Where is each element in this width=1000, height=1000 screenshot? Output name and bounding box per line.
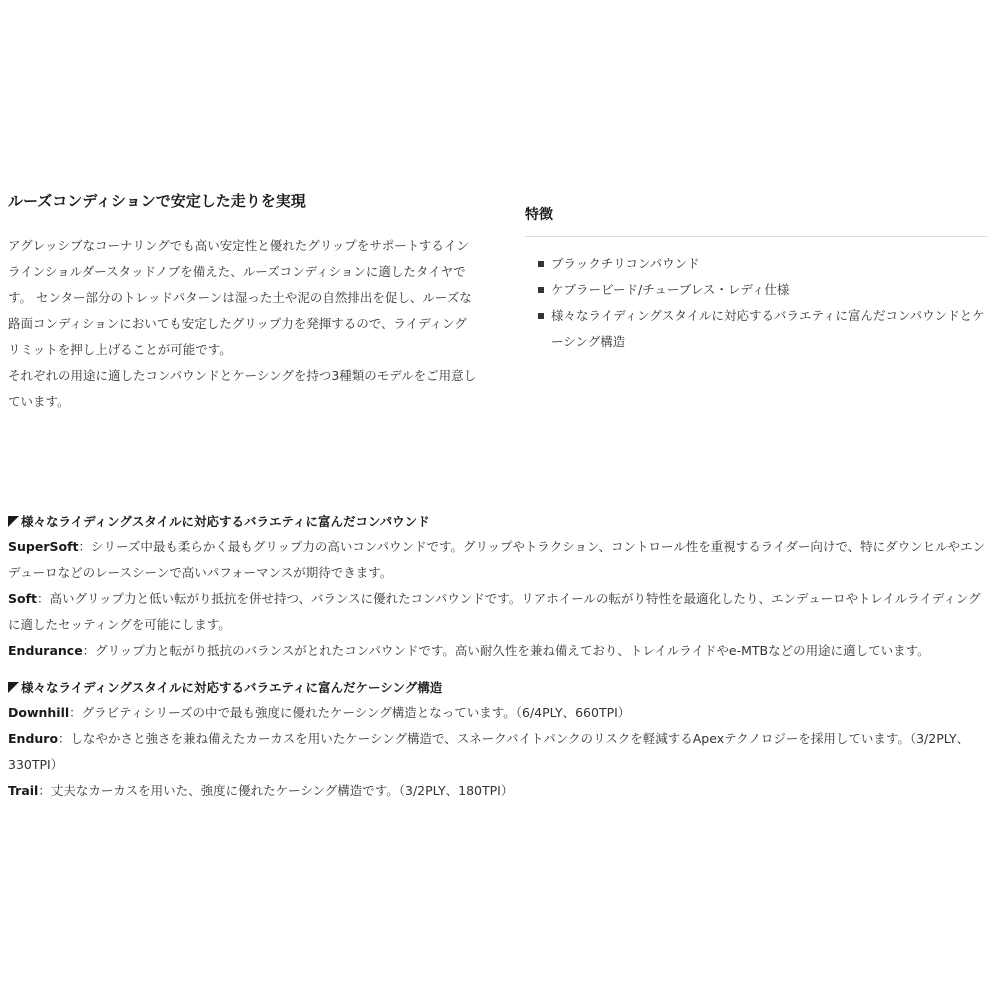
compound-entry-soft <box>8 586 992 638</box>
entry-term: Downhill <box>8 705 70 720</box>
casing-entry-downhill <box>8 700 992 726</box>
feature-text: ブラックチリコンパウンド <box>551 256 700 271</box>
feature-item <box>525 251 988 277</box>
intro-section <box>8 190 478 415</box>
corner-triangle-icon <box>8 516 19 527</box>
feature-text: 様々なライディングスタイルに対応するバラエティに富んだコンパウンドとケーシング構造 <box>551 308 985 349</box>
features-list <box>525 251 988 355</box>
compound-section-title <box>8 508 992 534</box>
casing-entry-enduro <box>8 726 992 778</box>
square-bullet-icon <box>538 261 544 267</box>
entry-desc: ：高いグリップ力と低い転がり抵抗を併せ持つ、バランスに優れたコンパウンドです。リアホイールの転がり特性を最適化したり、エンデューロやトレイルライディングに適したセッティングを可能にします。 <box>8 591 981 632</box>
entry-desc: ：シリーズ中最も柔らかく最もグリップ力の高いコンパウンドです。グリップやトラクション、コントロール性を重視するライダー向けで、特にダウンヒルやエンデューロなどのレースシーンで高いパフォーマンスが期待できます。 <box>8 539 986 580</box>
entry-term: Soft <box>8 591 38 606</box>
entry-desc: ：しなやかさと強さを兼ね備えたカーカスを用いたケーシング構造で、スネークバイトパンクのリスクを軽減するApexテクノロジーを採用しています。（3/2PLY、330TPI） <box>8 731 970 772</box>
feature-item <box>525 303 988 355</box>
entry-term: SuperSoft <box>8 539 79 554</box>
compound-entry-endurance <box>8 638 992 664</box>
entry-term: Trail <box>8 783 39 798</box>
feature-text: ケブラービード/チューブレス・レディ仕様 <box>551 282 790 297</box>
casing-entry-trail <box>8 778 992 804</box>
spacer <box>8 664 992 674</box>
square-bullet-icon <box>538 313 544 319</box>
details-section <box>8 508 992 804</box>
intro-body: アグレッシブなコーナリングでも高い安定性と優れたグリップをサポートするインラインショルダースタッドノブを備えた、ルーズコンディションに適したタイヤです。 センター部分のトレッドパターンは湿った土や泥の自然排出を促し、ルーズな路面コンディションにおいても安定したグリップ力を発揮するので、ライディングリミットを押し上げることが可能です。 <box>8 238 472 357</box>
square-bullet-icon <box>538 287 544 293</box>
corner-triangle-icon <box>8 682 19 693</box>
entry-term: Enduro <box>8 731 59 746</box>
compound-entry-supersoft <box>8 534 992 586</box>
features-section <box>525 204 988 355</box>
entry-desc: ：丈夫なカーカスを用いた、強度に優れたケーシング構造です。（3/2PLY、180TPI） <box>38 783 514 798</box>
feature-item <box>525 277 988 303</box>
intro-body-2: それぞれの用途に適したコンパウンドとケーシングを持つ3種類のモデルをご用意しています。 <box>8 368 477 409</box>
entry-desc: ：グリップ力と転がり抵抗のバランスがとれたコンパウンドです。高い耐久性を兼ね備えており、トレイルライドやe-MTBなどの用途に適しています。 <box>82 643 930 658</box>
intro-title: ルーズコンディションで安定した走りを実現 <box>8 192 306 210</box>
casing-title-text: 様々なライディングスタイルに対応するバラエティに富んだケーシング構造 <box>21 680 443 695</box>
entry-term: Endurance <box>8 643 83 658</box>
features-heading: 特徴 <box>525 204 988 237</box>
compound-title-text: 様々なライディングスタイルに対応するバラエティに富んだコンパウンド <box>21 514 430 529</box>
casing-section-title <box>8 674 992 700</box>
entry-desc: ：グラビティシリーズの中で最も強度に優れたケーシング構造となっています。（6/4PLY、660TPI） <box>69 705 631 720</box>
